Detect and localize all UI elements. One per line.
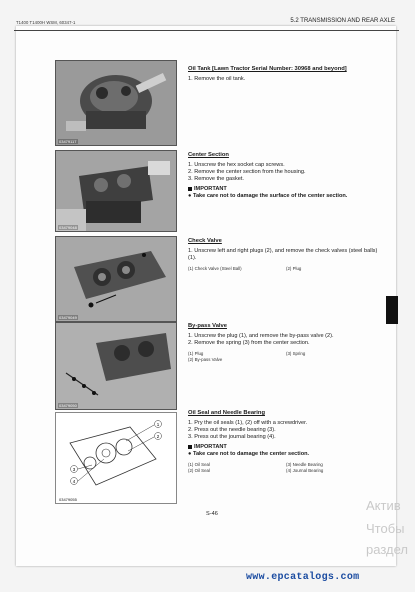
legend-item: (3) Needle Bearing (286, 462, 323, 467)
header-section: 5.2 TRANSMISSION AND REAR AXLE (290, 18, 395, 24)
legend-item: (1) Check Valve (Steel Ball) (188, 266, 242, 271)
section-center-section (188, 152, 378, 200)
important-square-icon (188, 445, 192, 449)
callout-3: 3 (72, 467, 76, 472)
section-title: Center Section (188, 152, 229, 158)
photo-id: 03479117 (59, 139, 77, 144)
legend-item: (3) Spring (286, 351, 306, 356)
watermark-line: Чтобы (366, 521, 405, 536)
section-title: Check Valve (188, 238, 222, 244)
diagram-oil-seal (55, 412, 177, 504)
callout-2: 2 (156, 434, 160, 439)
photo-id: 03479048 (59, 225, 77, 230)
legend-item: (2) Plug (286, 266, 302, 271)
photo-check-valve (55, 236, 177, 322)
important-text: Take care not to damage the surface of the center section. (192, 193, 348, 199)
site-link[interactable]: www.epcatalogs.com (246, 572, 360, 583)
photo-center-section-illustration (56, 151, 176, 231)
header-rule (14, 30, 399, 31)
photo-id: 03479055 (59, 497, 77, 502)
step: 2. Remove the spring (3) from the center section. (188, 340, 310, 346)
step: 2. Press out the needle bearing (3). (188, 427, 276, 433)
legend-item: (2) Oil Seal (188, 468, 210, 473)
important-label: IMPORTANT (194, 186, 227, 192)
watermark-line: Актив (366, 498, 401, 513)
legend (188, 266, 378, 272)
chapter-thumb-tab (386, 296, 398, 324)
section-title: Oil Tank [Lawn Tractor Serial Number: 30968 and beyond] (188, 66, 347, 72)
legend (188, 462, 378, 474)
photo-check-valve-illustration (56, 237, 176, 321)
photo-bypass-valve (55, 322, 177, 410)
section-check-valve (188, 238, 378, 272)
photo-oil-tank (55, 60, 177, 146)
legend-item: (1) Plug (188, 351, 204, 356)
diagram-oil-seal-illustration (56, 413, 176, 503)
section-oil-tank (188, 66, 378, 83)
section-title: By-pass Valve (188, 323, 227, 329)
important-text: Take care not to damage the center section. (192, 451, 310, 457)
important-item: ● Take care not to damage the surface of the center section. (188, 193, 348, 199)
step: 3. Remove the gasket. (188, 176, 244, 182)
step: 2. Remove the center section from the housing. (188, 169, 306, 175)
step: 1. Unscrew left and right plugs (2), and remove the check valves (steel balls) (1). (188, 248, 378, 261)
legend-item: (4) Journal Bearing (286, 468, 324, 473)
step: 1. Unscrew the hex socket cap screws. (188, 162, 285, 168)
important-square-icon (188, 187, 192, 191)
legend (188, 351, 378, 363)
important-item: ● Take care not to damage the center section. (188, 451, 310, 457)
section-oil-seal (188, 410, 378, 474)
important-heading (188, 186, 378, 193)
header-model: T1400 T1400H WSM, 60347-1 (16, 20, 76, 25)
photo-center-section (55, 150, 177, 232)
photo-id: 03479049 (59, 315, 77, 320)
callout-1: 1 (156, 422, 160, 427)
step: 3. Press out the journal bearing (4). (188, 434, 276, 440)
section-bypass-valve (188, 323, 378, 363)
section-title: Oil Seal and Needle Bearing (188, 410, 265, 416)
watermark-line: раздел (366, 542, 408, 557)
photo-id: 03479050 (59, 403, 77, 408)
photo-bypass-valve-illustration (56, 323, 176, 409)
step: 1. Remove the oil tank. (188, 76, 246, 82)
page-number: S-46 (206, 511, 218, 517)
photo-oil-tank-illustration (56, 61, 176, 145)
legend-item: (1) Oil Seal (188, 462, 210, 467)
step: 1. Unscrew the plug (1), and remove the by-pass valve (2). (188, 333, 334, 339)
important-heading (188, 444, 378, 451)
important-label: IMPORTANT (194, 444, 227, 450)
callout-4: 4 (72, 479, 76, 484)
legend-item: (2) By-pass Valve (188, 357, 223, 362)
step: 1. Pry the oil seals (1), (2) off with a screwdriver. (188, 420, 308, 426)
